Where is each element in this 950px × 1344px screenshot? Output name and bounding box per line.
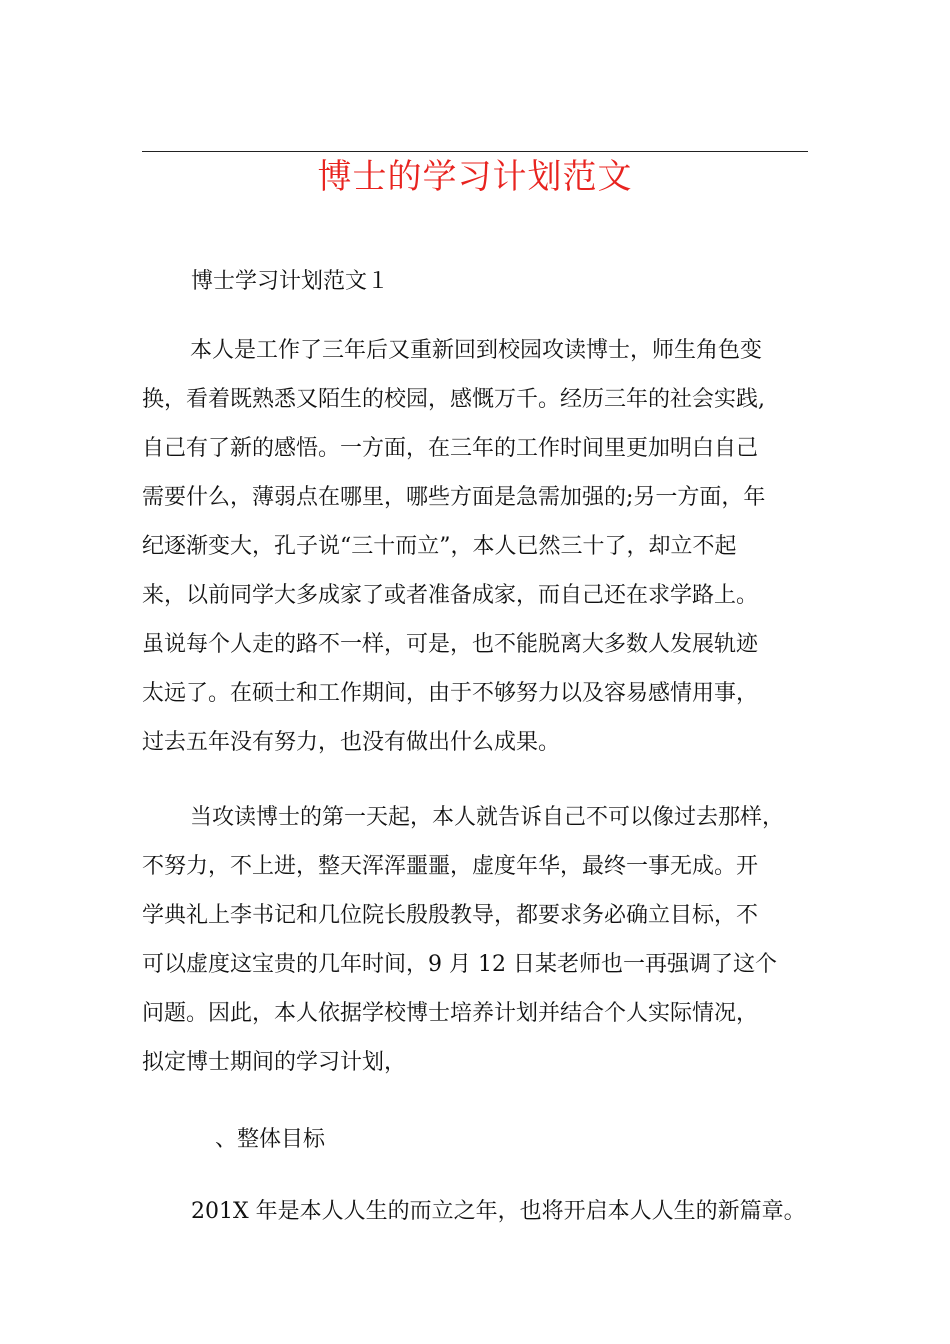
document-title: 博士的学习计划范文	[317, 157, 633, 197]
paragraph-line: 本人是工作了三年后又重新回到校园攻读博士，师生角色变	[190, 338, 763, 363]
paragraph-line: 拟定博士期间的学习计划，	[142, 1050, 407, 1075]
paragraph-line: 当攻读博士的第一天起，本人就告诉自己不可以像过去那样，	[190, 805, 785, 830]
paragraph-line: 需要什么，薄弱点在哪里，哪些方面是急需加强的;另一方面，年	[142, 485, 766, 510]
paragraph-line: 来，以前同学大多成家了或者准备成家，而自己还在求学路上。	[142, 583, 759, 608]
paragraph-line: 纪逐渐变大，孔子说“三十而立”，本人已然三十了，却立不起	[142, 534, 737, 559]
paragraph-line: 换，看着既熟悉又陌生的校园，感慨万千。经历三年的社会实践,	[142, 387, 765, 412]
paragraph-line: 不努力，不上进，整天浑浑噩噩，虚度年华，最终一事无成。开	[142, 854, 759, 879]
paragraph-line: 自己有了新的感悟。一方面，在三年的工作时间里更加明白自己	[142, 436, 759, 461]
header-rule	[142, 151, 808, 152]
paragraph-line: 问题。因此，本人依据学校博士培养计划并结合个人实际情况，	[142, 1001, 759, 1026]
paragraph-line: 虽说每个人走的路不一样，可是，也不能脱离大多数人发展轨迹	[142, 632, 759, 657]
subheading: 博士学习计划范文１	[191, 269, 390, 294]
paragraph-line: 太远了。在硕士和工作期间，由于不够努力以及容易感情用事，	[142, 681, 759, 706]
paragraph-2	[142, 793, 822, 1087]
paragraph-3: 201X 年是本人人生的而立之年，也将开启本人人生的新篇章。	[191, 1199, 806, 1224]
paragraph-line: 可以虚度这宝贵的几年时间，9 月 12 日某老师也一再强调了这个	[142, 952, 777, 977]
paragraph-line: 过去五年没有努力，也没有做出什么成果。	[142, 730, 561, 755]
section-heading: 、整体目标	[215, 1127, 326, 1152]
paragraph-1	[142, 326, 822, 767]
paragraph-line: 学典礼上李书记和几位院长殷殷教导，都要求务必确立目标，不	[142, 903, 759, 928]
